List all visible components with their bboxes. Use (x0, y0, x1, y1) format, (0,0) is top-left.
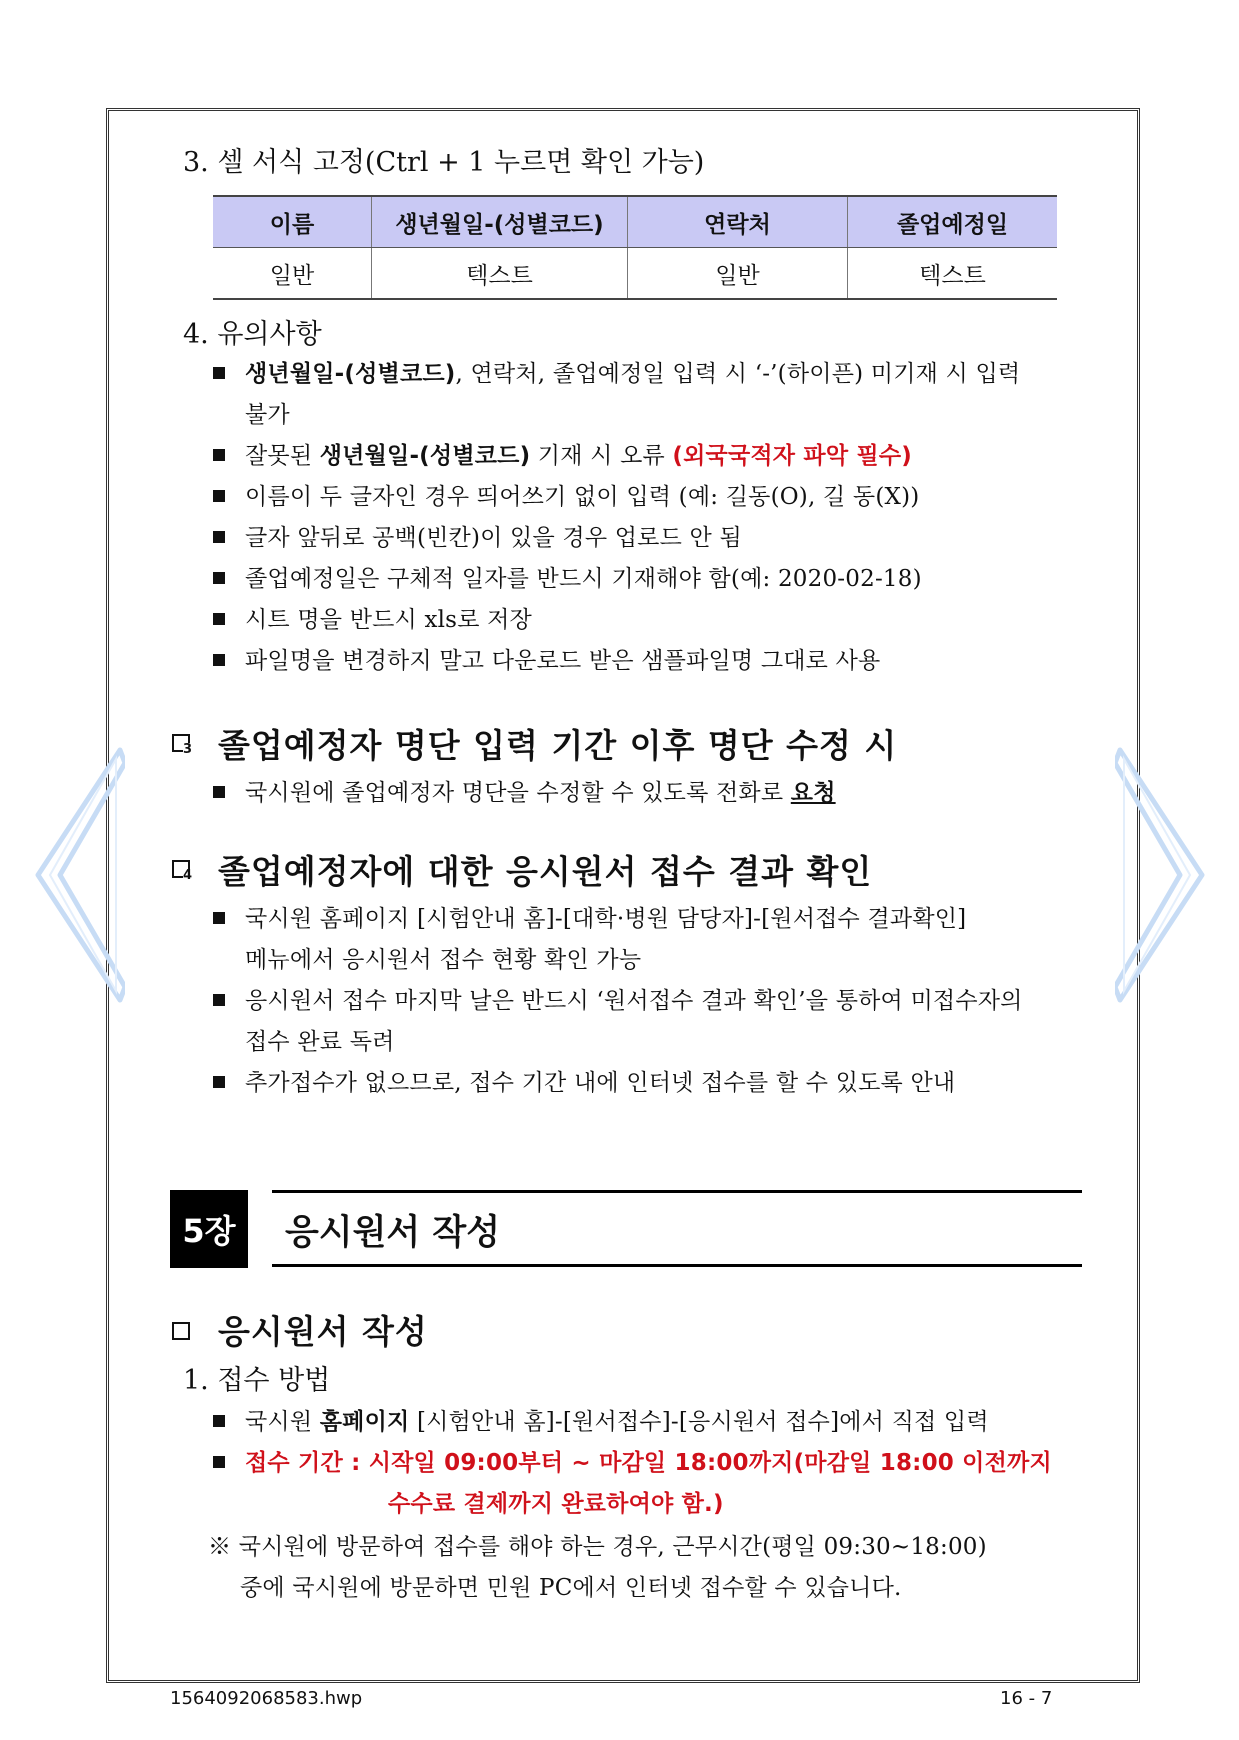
chevron-left-icon[interactable] (30, 745, 125, 1005)
bullet-square-icon (213, 786, 225, 798)
list-item-continuation: 접수 완료 독려 (245, 1029, 395, 1055)
bullet-square-icon (213, 449, 225, 461)
list-item (213, 559, 922, 600)
table-header-cell: 연락처 (628, 196, 848, 248)
emphasis-text: 생년월일-(성별코드) (319, 443, 531, 469)
box-icon (172, 1322, 190, 1340)
list-item-text: 추가접수가 없으므로, 접수 기간 내에 인터넷 접수를 할 수 있도록 안내 (245, 1070, 956, 1096)
list-item (213, 436, 912, 477)
table-cell: 텍스트 (372, 248, 628, 300)
bullet-square-icon (213, 531, 225, 543)
list-item-text: 잘못된 (245, 443, 320, 469)
chapter-number-badge: 5장 (170, 1190, 248, 1268)
list-item-text: 국시원에 졸업예정자 명단을 수정할 수 있도록 전화로 (245, 780, 791, 806)
footer-page-number: 16 - 7 (1000, 1688, 1053, 1709)
bullet-square-icon (213, 613, 225, 625)
list-item-text: 국시원 (245, 1409, 320, 1435)
list-item (213, 899, 966, 940)
bullet-square-icon (213, 1456, 225, 1468)
box-heading: 응시원서 작성 (218, 1312, 428, 1351)
list-item (213, 477, 919, 518)
table-header-row (213, 196, 1057, 248)
list-item (213, 641, 880, 682)
bullet-square-icon (213, 1415, 225, 1427)
list-item-text: 이름이 두 글자인 경우 띄어쓰기 없이 입력 (예: 길동(O), 길 동(X)) (245, 484, 920, 510)
bullet-square-icon (213, 912, 225, 924)
list-item-text: 국시원 홈페이지 [시험안내 홈]-[대학·병원 담당자]-[원서접수 결과확인] (245, 906, 967, 932)
bullet-square-icon (213, 1076, 225, 1088)
bullet-square-icon (213, 367, 225, 379)
table-header-cell: 생년월일-(성별코드) (372, 196, 628, 248)
list-item (213, 354, 1020, 395)
list-item-continuation: 메뉴에서 응시원서 접수 현황 확인 가능 (245, 947, 642, 973)
format-table (213, 195, 1057, 300)
list-item-continuation: 불가 (245, 402, 290, 428)
table-cell: 텍스트 (848, 248, 1058, 300)
underlined-text: 요청 (790, 780, 836, 806)
footer-filename: 1564092068583.hwp (170, 1688, 363, 1709)
warning-text: 접수 기간 : 시작일 09:00부터 ~ 마감일 18:00까지(마감일 18:00 이전까지 (245, 1450, 1052, 1476)
numbered-box-icon: 3 (172, 734, 190, 752)
table-cell: 일반 (628, 248, 848, 300)
bullet-square-icon (213, 572, 225, 584)
list-item-text: 응시원서 접수 마지막 날은 반드시 ‘원서접수 결과 확인’을 통하여 미접수자의 (245, 988, 1023, 1014)
bullet-square-icon (213, 994, 225, 1006)
note-text: ※ 국시원에 방문하여 접수를 해야 하는 경우, 근무시간(평일 09:30~18:00) (208, 1534, 987, 1560)
section-title: 1. 접수 방법 (183, 1365, 331, 1396)
box-heading: 졸업예정자에 대한 응시원서 접수 결과 확인 (218, 852, 873, 891)
list-item (213, 1063, 955, 1104)
list-item (213, 1443, 1052, 1484)
warning-text-continuation: 수수료 결제까지 완료하여야 함.) (388, 1491, 724, 1517)
list-item (213, 773, 836, 814)
list-item (213, 518, 742, 559)
list-item (213, 1402, 989, 1443)
section-title: 4. 유의사항 (183, 319, 322, 350)
numbered-box-icon: 4 (172, 860, 190, 878)
note-text-continuation: 중에 국시원에 방문하면 민원 PC에서 인터넷 접수할 수 있습니다. (240, 1575, 902, 1601)
list-item-text: 파일명을 변경하지 말고 다운로드 받은 샘플파일명 그대로 사용 (245, 648, 881, 674)
chapter-rule-top (272, 1190, 1082, 1193)
chapter-title: 응시원서 작성 (285, 1213, 501, 1253)
table-row (213, 248, 1057, 300)
list-item-text: 기재 시 오류 (530, 443, 673, 469)
warning-text: (외국국적자 파악 필수) (672, 443, 913, 469)
chevron-right-icon[interactable] (1115, 745, 1210, 1005)
list-item-text: 시트 명을 반드시 xls로 저장 (245, 607, 532, 633)
emphasis-text: 생년월일-(성별코드) (245, 361, 456, 387)
table-header-cell: 이름 (213, 196, 372, 248)
table-header-cell: 졸업예정일 (848, 196, 1058, 248)
bullet-square-icon (213, 490, 225, 502)
bullet-square-icon (213, 654, 225, 666)
list-item-text: , 연락처, 졸업예정일 입력 시 ‘-’(하이픈) 미기재 시 입력 (455, 361, 1021, 387)
chapter-rule-bottom (272, 1264, 1082, 1267)
list-item (213, 600, 532, 641)
list-item-text: [시험안내 홈]-[원서접수]-[응시원서 접수]에서 직접 입력 (409, 1409, 989, 1435)
table-cell: 일반 (213, 248, 372, 300)
box-heading: 졸업예정자 명단 입력 기간 이후 명단 수정 시 (218, 726, 898, 765)
emphasis-text: 홈페이지 (319, 1409, 410, 1435)
list-item-text: 글자 앞뒤로 공백(빈칸)이 있을 경우 업로드 안 됨 (245, 525, 742, 551)
section-title: 3. 셀 서식 고정(Ctrl + 1 누르면 확인 가능) (183, 147, 705, 178)
list-item (213, 981, 1023, 1022)
list-item-text: 졸업예정일은 구체적 일자를 반드시 기재해야 함(예: 2020-02-18) (245, 566, 922, 592)
